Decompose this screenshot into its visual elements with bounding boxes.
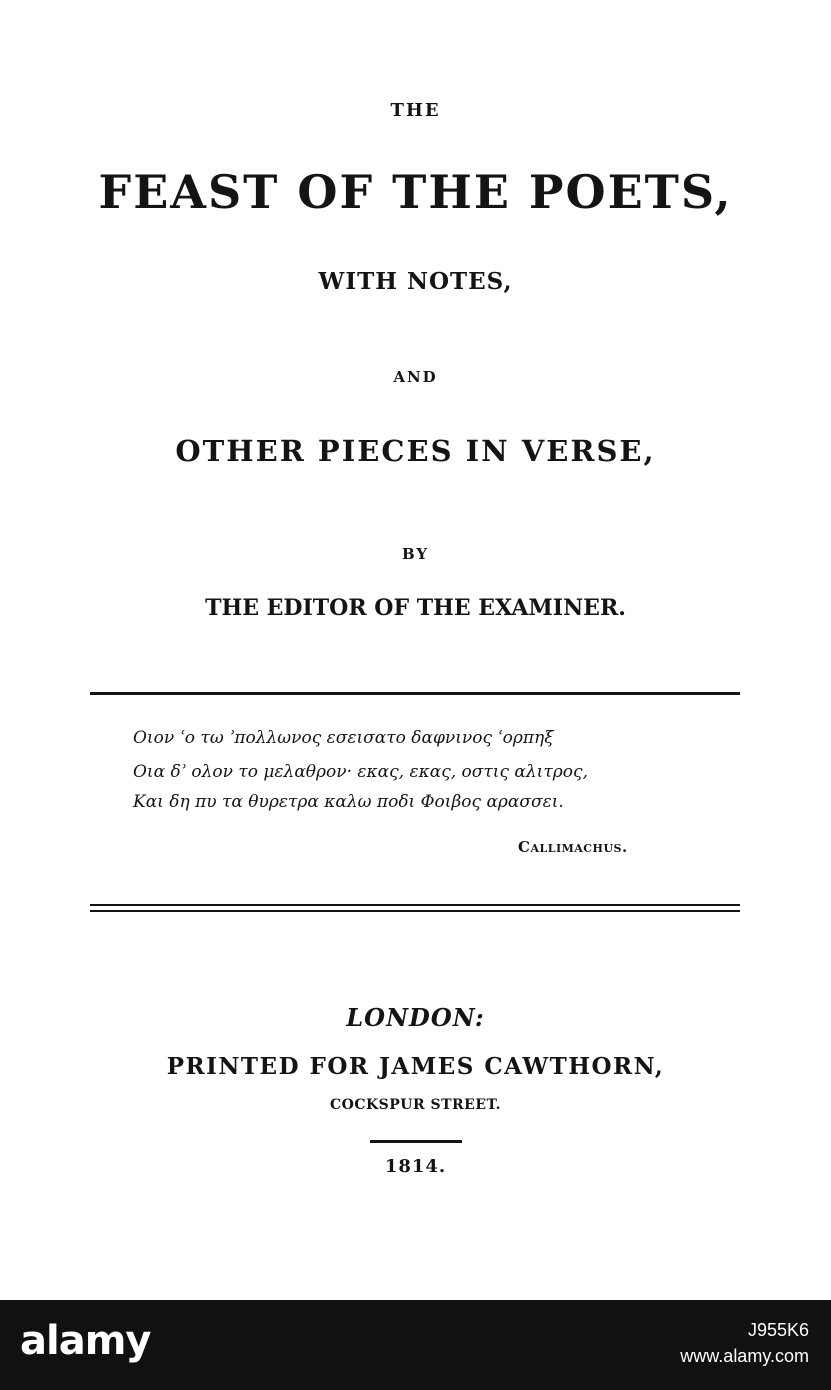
watermark-url: www.alamy.com — [680, 1346, 809, 1366]
alamy-logo: alamy — [20, 1318, 151, 1364]
top-divider-rule — [90, 692, 740, 695]
epigraph-line: Οιον ʿο τω ʾπολλωνος εσεισατο δαφνινος ʿορπηξ — [133, 728, 554, 748]
image-id: J955K6 — [747, 1320, 809, 1340]
author-line: THE EDITOR OF THE EXAMINER. — [205, 595, 626, 621]
book-title: FEAST OF THE POETS, — [98, 165, 733, 219]
short-rule — [370, 1140, 462, 1143]
epigraph-line: Οια δʾ ολον το μελαθρον· εκας, εκας, οστις αλιτρος, — [133, 762, 588, 782]
imprint-street: COCKSPUR STREET. — [330, 1097, 501, 1113]
subtitle-other-pieces: OTHER PIECES IN VERSE, — [175, 434, 656, 468]
imprint-year: 1814. — [384, 1156, 447, 1177]
double-divider-rule-bottom — [90, 910, 740, 912]
subtitle-with-notes: WITH NOTES, — [318, 268, 513, 295]
epigraph-attribution: Callimachus. — [518, 838, 628, 856]
imprint-city: LONDON: — [346, 1003, 485, 1032]
title-article: THE — [390, 100, 441, 121]
subtitle-and: AND — [393, 368, 438, 386]
byline-by: BY — [401, 545, 430, 563]
imprint-printer: PRINTED FOR JAMES CAWTHORN, — [166, 1053, 665, 1080]
double-divider-rule-top — [90, 904, 740, 906]
epigraph-line: Και δη πυ τα θυρετρα καλω ποδι Φοιβος αρασσει. — [133, 792, 564, 812]
